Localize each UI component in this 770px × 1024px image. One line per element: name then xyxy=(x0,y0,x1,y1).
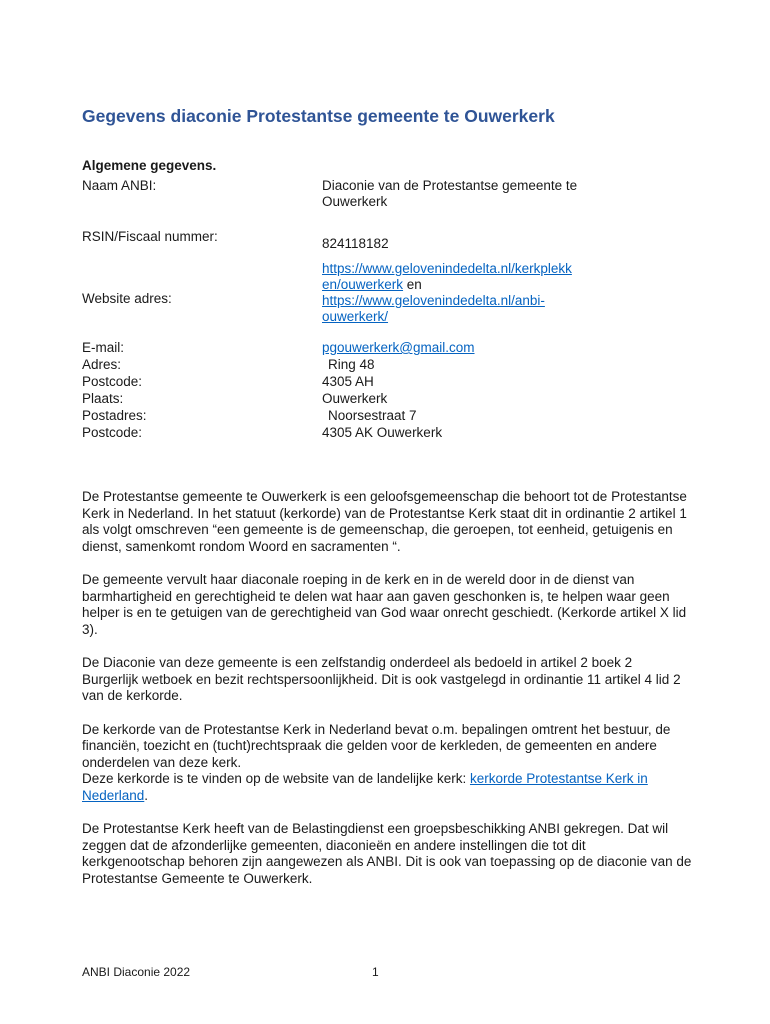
naam-value-line2: Ouwerkerk xyxy=(322,194,388,209)
website-link-2-line2-wrap xyxy=(322,308,388,325)
email-link[interactable]: pgouwerkerk@gmail.com xyxy=(322,340,475,355)
paragraph-3: De Diaconie van deze gemeente is een zelfstandig onderdeel als bedoeld in artikel 2 boek 2 Burgerlijk wetboek en bezit rechtspersoonlijkheid. Dit is ook vastgelegd in ordinantie 11 artikel 4 lid 2 van de kerkorde. xyxy=(82,655,681,703)
email-value-wrap xyxy=(322,339,475,356)
website-link-1-line1-wrap xyxy=(322,260,572,277)
postcode-value: 4305 AH xyxy=(322,374,374,389)
adres-value: Ring 48 xyxy=(328,357,375,372)
page-title: Gegevens diaconie Protestantse gemeente te Ouwerkerk xyxy=(82,106,555,126)
website-link-1-line2[interactable]: en/ouwerkerk xyxy=(322,277,404,292)
body-text xyxy=(82,489,692,904)
footer-label: ANBI Diaconie 2022 xyxy=(82,965,191,979)
paragraph-4-end: . xyxy=(144,787,149,803)
website-connector: en xyxy=(403,277,422,292)
website-link-2-line1-wrap xyxy=(322,292,545,309)
paragraph-4 xyxy=(82,722,692,805)
paragraph-4-lead: Deze kerkorde is te vinden op de website van de landelijke kerk: xyxy=(82,771,470,786)
rsin-label: RSIN/Fiscaal nummer: xyxy=(82,229,218,244)
plaats-label: Plaats: xyxy=(82,391,124,406)
postcode2-label: Postcode: xyxy=(82,425,143,440)
paragraph-5: De Protestantse Kerk heeft van de Belastingdienst een groepsbeschikking ANBI gekregen. Dat wil zeggen dat de afzonderlijke gemeenten, diaconieën en andere instellingen die tot dit kerkgenootschap behoren zijn aangewezen als ANBI. Dit is ook van toepassing op de diaconie van de Protestantse Gemeente te Ouwerkerk. xyxy=(82,821,692,886)
plaats-value: Ouwerkerk xyxy=(322,391,388,406)
website-line2-wrap xyxy=(322,276,422,293)
rsin-value: 824118182 xyxy=(322,236,389,251)
paragraph-4-text: De kerkorde van de Protestantse Kerk in Nederland bevat o.m. bepalingen omtrent het bestuur, de financiën, toezicht en (tucht)rechtspraak die gelden voor de kerkleden, de gemeenten en andere onderdelen van deze kerk. xyxy=(82,721,671,770)
postadres-value: Noorsestraat 7 xyxy=(328,408,417,423)
website-link-1-line1[interactable]: https://www.gelovenindedelta.nl/kerkplekk xyxy=(322,261,572,276)
paragraph-2: De gemeente vervult haar diaconale roeping in de kerk en in de wereld door in de dienst van barmhartigheid en gerechtigheid te delen wat haar aan gaven geschonken is, te helpen waar geen helper is en te getuigen van de gerechtigheid van God waar onrecht geschiedt. (Kerkorde artikel X lid 3). xyxy=(82,572,687,637)
website-link-2-line2[interactable]: ouwerkerk/ xyxy=(322,309,389,324)
postcode2-value: 4305 AK Ouwerkerk xyxy=(322,425,443,440)
email-label: E-mail: xyxy=(82,340,125,355)
page-number: 1 xyxy=(372,965,379,979)
adres-label: Adres: xyxy=(82,357,122,372)
postcode-label: Postcode: xyxy=(82,374,143,389)
naam-label: Naam ANBI: xyxy=(82,178,157,193)
postadres-label: Postadres: xyxy=(82,408,147,423)
section-heading: Algemene gegevens. xyxy=(82,158,217,173)
naam-value-line1: Diaconie van de Protestantse gemeente te xyxy=(322,178,578,193)
website-link-2-line1[interactable]: https://www.gelovenindedelta.nl/anbi- xyxy=(322,293,545,308)
paragraph-1: De Protestantse gemeente te Ouwerkerk is een geloofsgemeenschap die behoort tot de Protestantse Kerk in Nederland. In het statuut (kerkorde) van de Protestantse Kerk staat dit in ordinantie 2 artikel 1 als volgt omschreven “een gemeente is de gemeenschap, die geroepen, tot eenheid, getuigenis en dienst, samenkomt rondom Woord en sacramenten “. xyxy=(82,489,687,554)
website-label: Website adres: xyxy=(82,291,172,306)
kerkorde-link[interactable]: kerkorde Protestantse Kerk in Nederland xyxy=(82,771,648,803)
